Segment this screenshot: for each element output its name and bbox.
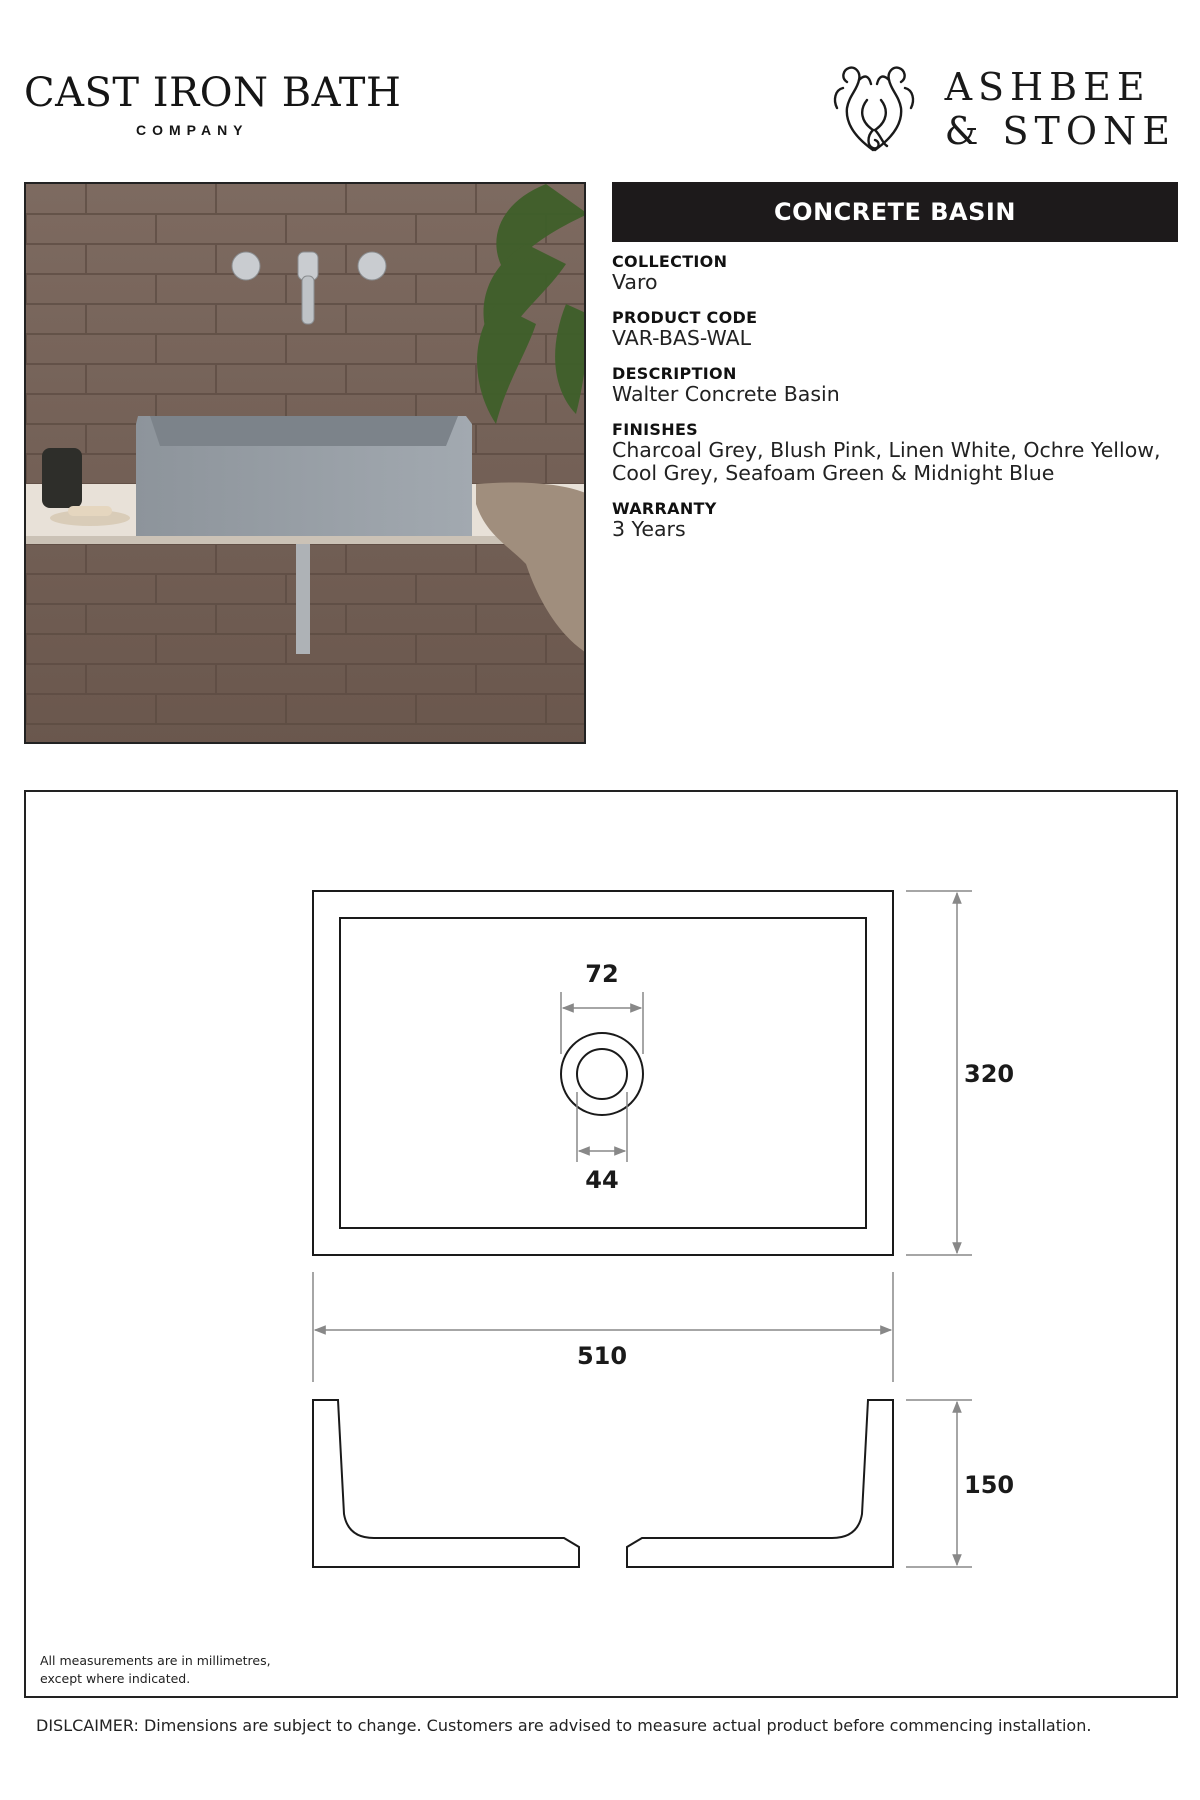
- waste-outer-circle: [561, 1033, 643, 1115]
- brand-right-line2: & STONE: [944, 109, 1176, 153]
- dim-depth: 320: [964, 1060, 1015, 1088]
- measurement-note: [40, 1652, 271, 1688]
- product-title: CONCRETE BASIN: [612, 182, 1178, 242]
- disclaimer-text: DISLCAIMER: Dimensions are subject to change. Customers are advised to measure actual product before commencing installation.: [36, 1716, 1092, 1735]
- spec-value: Varo: [612, 270, 658, 294]
- spec-label: WARRANTY: [612, 499, 717, 518]
- brand-left-name: CAST IRON BATH: [24, 70, 402, 116]
- spec-finishes: [612, 420, 1178, 485]
- seahorse-emblem-icon: [829, 60, 919, 158]
- section-right-wall: [627, 1400, 893, 1567]
- ashbee-stone-logo: [829, 60, 1176, 158]
- spec-label: COLLECTION: [612, 252, 728, 271]
- spec-warranty: [612, 499, 1178, 541]
- spec-label: DESCRIPTION: [612, 364, 737, 383]
- spec-collection: [612, 252, 1178, 294]
- spec-label: PRODUCT CODE: [612, 308, 758, 327]
- spec-value: Walter Concrete Basin: [612, 382, 840, 406]
- section-left-wall: [313, 1400, 579, 1567]
- dim-outer-diameter: 72: [585, 960, 619, 988]
- spec-value: VAR-BAS-WAL: [612, 326, 752, 350]
- drawing-svg: [26, 792, 1176, 1696]
- basin-outer-outline: [313, 891, 893, 1255]
- spec-list: [612, 252, 1178, 555]
- dim-inner-diameter: 44: [585, 1166, 619, 1194]
- note-line-1: All measurements are in millimetres,: [40, 1653, 271, 1668]
- technical-drawing: [24, 790, 1178, 1698]
- cast-iron-bath-logo: [24, 70, 402, 138]
- spec-description: [612, 364, 1178, 406]
- waste-inner-circle: [577, 1049, 627, 1099]
- product-photo: [24, 182, 586, 744]
- spec-value: Charcoal Grey, Blush Pink, Linen White, Ochre Yellow, Cool Grey, Seafoam Green & Midnight Blue: [612, 438, 1161, 485]
- spec-value: 3 Years: [612, 517, 686, 541]
- dim-width: 510: [576, 1342, 628, 1370]
- brand-right-line1: ASHBEE: [944, 65, 1151, 109]
- brand-left-subname: COMPANY: [136, 122, 249, 138]
- dim-height: 150: [964, 1471, 1015, 1499]
- spec-product-code: [612, 308, 1178, 350]
- spec-label: FINISHES: [612, 420, 698, 439]
- note-line-2: except where indicated.: [40, 1671, 191, 1686]
